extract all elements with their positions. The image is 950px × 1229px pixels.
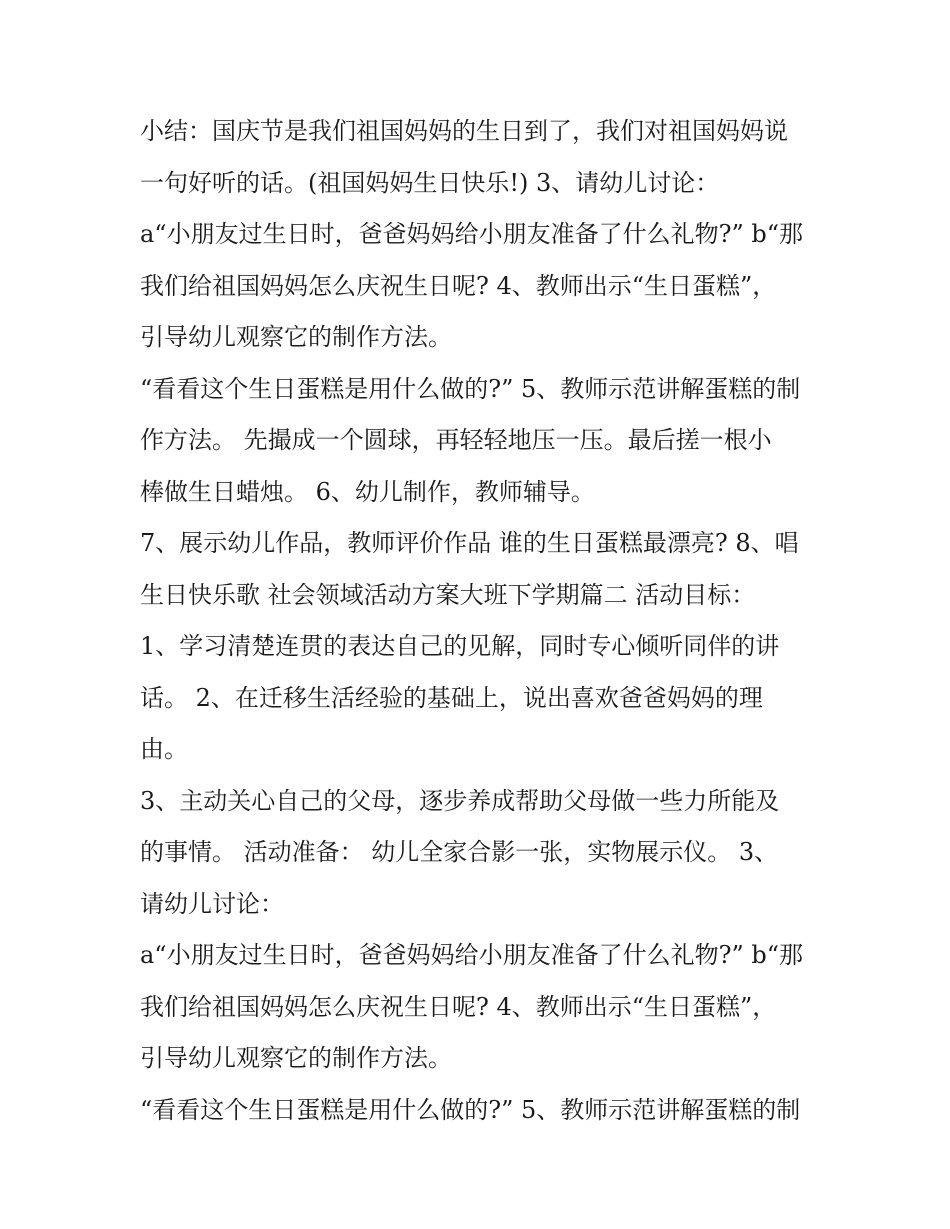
text-line-19: 引导幼儿观察它的制作方法。: [140, 1044, 452, 1072]
text-line-16: 请幼儿讨论：: [140, 889, 284, 918]
text-line-5: 引导幼儿观察它的制作方法。: [140, 323, 452, 351]
text-line-14: 3、主动关心自己的父母，逐步养成帮助父母做一些力所能及: [140, 786, 780, 815]
text-line-8: 棒做生日蜡烛。 6、幼儿制作，教师辅导。: [140, 477, 595, 506]
text-line-17: a“小朋友过生日时，爸爸妈妈给小朋友准备了什么礼物?” b“那: [140, 941, 803, 969]
text-line-15: 的事情。 活动准备： 幼儿全家合影一张，实物展示仪。 3、: [140, 838, 779, 866]
text-line-6: “看看这个生日蛋糕是用什么做的?” 5、教师示范讲解蛋糕的制: [140, 374, 801, 403]
document-body: [140, 106, 840, 1136]
text-line-3: a“小朋友过生日时，爸爸妈妈给小朋友准备了什么礼物?” b“那: [140, 220, 803, 248]
text-line-9: 7、展示幼儿作品，教师评价作品 谁的生日蛋糕最漂亮? 8、唱: [140, 529, 799, 557]
text-line-7: 作方法。 先撮成一个圆球，再轻轻地压一压。最后搓一根小: [140, 426, 772, 454]
text-line-18: 我们给祖国妈妈怎么庆祝生日呢? 4、教师出示“生日蛋糕”，: [140, 992, 777, 1021]
text-line-11: 1、学习清楚连贯的表达自己的见解，同时专心倾听同伴的讲: [140, 632, 780, 660]
text-line-20: “看看这个生日蛋糕是用什么做的?” 5、教师示范讲解蛋糕的制: [140, 1095, 801, 1124]
text-line-1: 小结：国庆节是我们祖国妈妈的生日到了，我们对祖国妈妈说: [140, 117, 788, 145]
text-line-12: 话。 2、在迁移生活经验的基础上，说出喜欢爸爸妈妈的理: [140, 683, 763, 712]
text-line-13: 由。: [140, 735, 188, 763]
text-line-2: 一句好听的话。(祖国妈妈生日快乐!) 3、请幼儿讨论：: [140, 168, 720, 197]
text-line-4: 我们给祖国妈妈怎么庆祝生日呢? 4、教师出示“生日蛋糕”，: [140, 271, 777, 300]
text-line-10: 生日快乐歌 社会领域活动方案大班下学期篇二 活动目标：: [140, 580, 756, 609]
